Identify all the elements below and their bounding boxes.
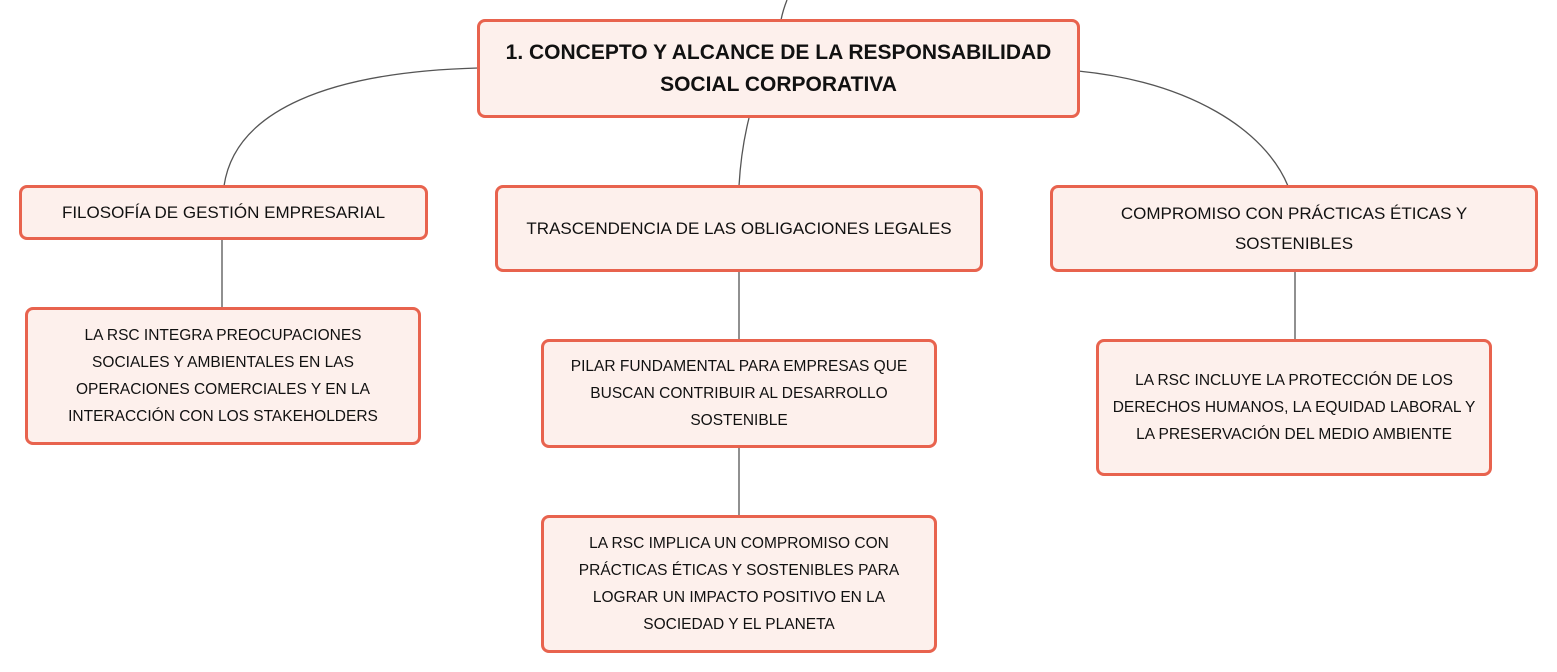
connector-parent-to-root xyxy=(781,0,787,20)
subtopic-rsc-incluye[interactable] xyxy=(1096,339,1492,476)
subtopic-label: LA RSC INTEGRA PREOCUPACIONES SOCIALES Y AMBIENTALES EN LAS OPERACIONES COMERCIALES Y EN LA INTERACCIÓN CON LOS STAKEHOLDERS xyxy=(68,327,378,425)
root-topic-label: 1. CONCEPTO Y ALCANCE DE LA RESPONSABILIDAD SOCIAL CORPORATIVA xyxy=(505,40,1052,96)
root-topic[interactable] xyxy=(477,19,1080,118)
branch-topic-label: COMPROMISO CON PRÁCTICAS ÉTICAS Y SOSTENIBLES xyxy=(1120,203,1468,253)
subtopic-label: LA RSC INCLUYE LA PROTECCIÓN DE LOS DERECHOS HUMANOS, LA EQUIDAD LABORAL Y LA PRESERVACIÓN DEL MEDIO AMBIENTE xyxy=(1112,372,1476,443)
branch-topic-label: FILOSOFÍA DE GESTIÓN EMPRESARIAL xyxy=(61,202,386,222)
branch-topic-label: TRASCENDENCIA DE LAS OBLIGACIONES LEGALES xyxy=(526,218,952,238)
subtopic-label: LA RSC IMPLICA UN COMPROMISO CON PRÁCTICAS ÉTICAS Y SOSTENIBLES PARA LOGRAR UN IMPACTO POSITIVO EN LA SOCIEDAD Y EL PLANETA xyxy=(578,535,900,633)
subtopic-rsc-integra[interactable] xyxy=(25,307,421,445)
subtopic-rsc-implica[interactable] xyxy=(541,515,937,653)
branch-topic-filosofia[interactable] xyxy=(19,185,428,240)
connector-root-to-branch-2 xyxy=(739,118,749,186)
subtopic-label: PILAR FUNDAMENTAL PARA EMPRESAS QUE BUSCAN CONTRIBUIR AL DESARROLLO SOSTENIBLE xyxy=(570,358,908,429)
connector-root-to-branch-3 xyxy=(1078,71,1288,186)
branch-topic-compromiso[interactable] xyxy=(1050,185,1538,272)
subtopic-pilar-fundamental[interactable] xyxy=(541,339,937,448)
connector-root-to-branch-1 xyxy=(224,68,478,186)
branch-topic-trascendencia[interactable] xyxy=(495,185,983,272)
